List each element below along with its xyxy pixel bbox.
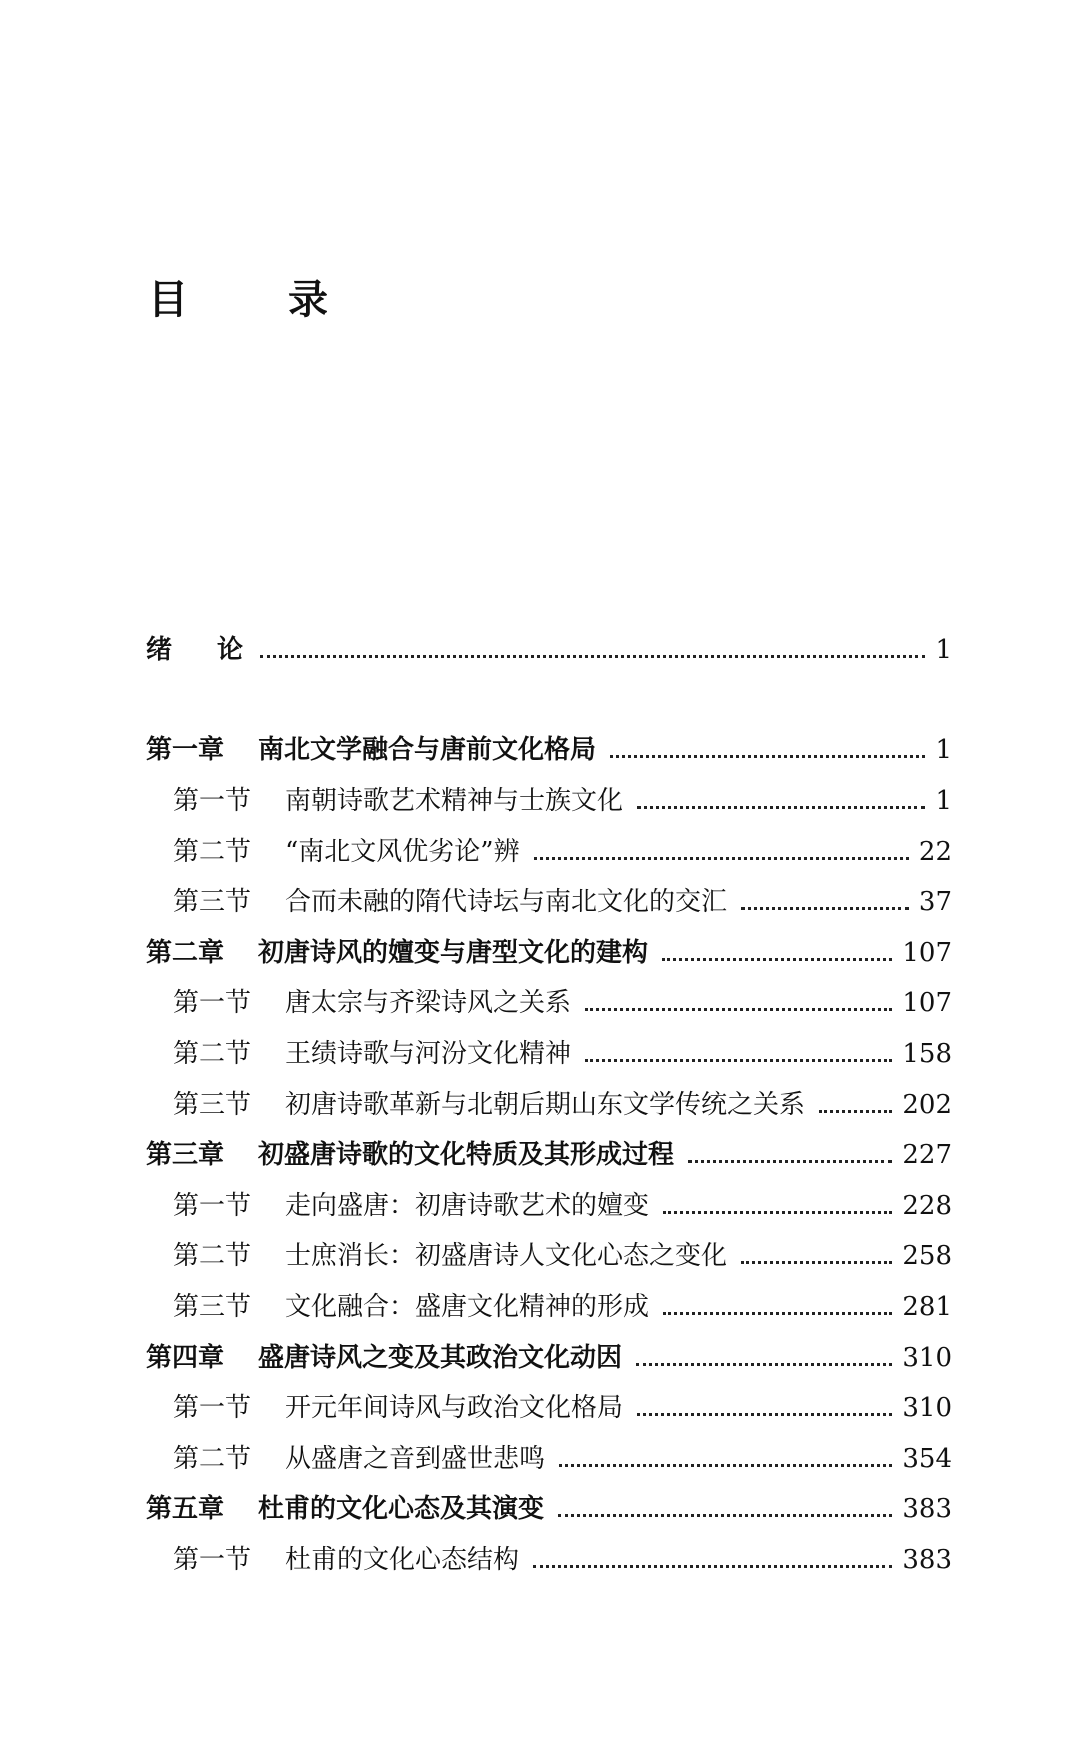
toc-leader-dots — [636, 1363, 892, 1366]
toc-section-entry[interactable] — [173, 1391, 952, 1425]
toc-leader-dots — [741, 907, 909, 910]
toc-section-label: 第二节 — [173, 1444, 252, 1474]
toc-leader-dots — [637, 1413, 892, 1416]
toc-chapter-entry[interactable] — [146, 936, 952, 970]
toc-leader-dots — [534, 857, 909, 860]
toc-page-number: 310 — [902, 1393, 952, 1423]
toc-page-number: 202 — [902, 1090, 952, 1120]
toc-section-title: 初唐诗歌革新与北朝后期山东文学传统之关系 — [285, 1090, 806, 1120]
toc-section-title: 士庶消长：初盛唐诗人文化心态之变化 — [285, 1241, 728, 1271]
toc-section-label: 第一节 — [173, 1191, 252, 1221]
toc-chapter-label: 第五章 — [146, 1494, 225, 1524]
page-title: 目 录 — [148, 276, 358, 323]
toc-leader-dots — [688, 1160, 892, 1163]
toc-section-entry[interactable] — [173, 835, 952, 869]
toc-section-entry[interactable] — [173, 1189, 952, 1223]
toc-section-label: 第一节 — [173, 1545, 252, 1575]
toc-section-title: 走向盛唐：初唐诗歌艺术的嬗变 — [285, 1191, 650, 1221]
toc-section-label: 第一节 — [173, 1393, 252, 1423]
toc-section-title: 唐太宗与齐梁诗风之关系 — [285, 988, 572, 1018]
toc-chapter-title: 杜甫的文化心态及其演变 — [258, 1494, 545, 1524]
toc-section-entry[interactable] — [173, 1442, 952, 1476]
toc-chapter-label: 第三章 — [146, 1140, 225, 1170]
toc-section-label: 第二节 — [173, 1039, 252, 1069]
toc-page-number: 354 — [902, 1444, 952, 1474]
toc-leader-dots — [559, 1464, 892, 1467]
toc-page-number: 258 — [902, 1241, 952, 1271]
toc-chapter-entry[interactable] — [146, 733, 952, 767]
toc-page-number: 281 — [902, 1292, 952, 1322]
toc-intro-entry[interactable] — [146, 633, 952, 667]
toc-section-title: 从盛唐之音到盛世悲鸣 — [285, 1444, 546, 1474]
toc-chapter-title: 初唐诗风的嬗变与唐型文化的建构 — [258, 938, 649, 968]
toc-page-number: 383 — [902, 1545, 952, 1575]
toc-section-entry[interactable] — [173, 885, 952, 919]
toc-page-number: 1 — [935, 786, 952, 816]
toc-leader-dots — [637, 806, 925, 809]
toc-leader-dots — [585, 1059, 892, 1062]
toc-chapter-label: 第一章 — [146, 735, 225, 765]
toc-chapter-entry[interactable] — [146, 1138, 952, 1172]
toc-section-entry[interactable] — [173, 1037, 952, 1071]
toc-chapter-entry[interactable] — [146, 1492, 952, 1526]
toc-chapter-title: 初盛唐诗歌的文化特质及其形成过程 — [258, 1140, 675, 1170]
toc-page-number: 228 — [902, 1191, 952, 1221]
toc-leader-dots — [610, 755, 925, 758]
toc-leader-dots — [741, 1261, 892, 1264]
toc-page-number: 227 — [902, 1140, 952, 1170]
toc-section-entry[interactable] — [173, 1290, 952, 1324]
toc-section-label: 第三节 — [173, 1090, 252, 1120]
toc-page-number: 107 — [902, 988, 952, 1018]
toc-section-title: 合而未融的隋代诗坛与南北文化的交汇 — [285, 887, 728, 917]
toc-chapter-entry[interactable] — [146, 1341, 952, 1375]
toc-chapter-label: 第二章 — [146, 938, 225, 968]
toc-page-number: 107 — [902, 938, 952, 968]
toc-leader-dots — [662, 958, 892, 961]
toc-section-title: 杜甫的文化心态结构 — [285, 1545, 520, 1575]
toc-chapter-title: 盛唐诗风之变及其政治文化动因 — [258, 1343, 623, 1373]
toc-leader-dots — [663, 1312, 892, 1315]
toc-section-label: 第一节 — [173, 988, 252, 1018]
toc-chapter-title: 南北文学融合与唐前文化格局 — [258, 735, 597, 765]
toc-page-number: 383 — [902, 1494, 952, 1524]
toc-leader-dots — [558, 1514, 892, 1517]
toc-section-entry[interactable] — [173, 1088, 952, 1122]
toc-page-number: 22 — [918, 837, 952, 867]
toc-page-number: 1 — [935, 735, 952, 765]
toc-leader-dots — [260, 655, 925, 658]
toc-leader-dots — [533, 1565, 892, 1568]
toc-section-entry[interactable] — [173, 1239, 952, 1273]
toc-section-label: 第一节 — [173, 786, 252, 816]
toc-section-title: “南北文风优劣论”辨 — [285, 837, 520, 867]
toc-section-title: 王绩诗歌与河汾文化精神 — [285, 1039, 572, 1069]
toc-section-title: 开元年间诗风与政治文化格局 — [285, 1393, 624, 1423]
toc-leader-dots — [819, 1110, 892, 1113]
toc-leader-dots — [585, 1008, 892, 1011]
toc-intro-label: 绪 论 — [146, 635, 262, 665]
toc-page-number: 1 — [935, 635, 952, 665]
toc-page-number: 37 — [918, 887, 952, 917]
toc-section-entry[interactable] — [173, 784, 952, 818]
toc-leader-dots — [663, 1211, 892, 1214]
toc-section-title: 南朝诗歌艺术精神与士族文化 — [285, 786, 624, 816]
toc-page-number: 310 — [902, 1343, 952, 1373]
toc-section-label: 第三节 — [173, 887, 252, 917]
toc-section-entry[interactable] — [173, 1543, 952, 1577]
toc-section-label: 第三节 — [173, 1292, 252, 1322]
toc-section-label: 第二节 — [173, 1241, 252, 1271]
toc-page-number: 158 — [902, 1039, 952, 1069]
toc-chapter-label: 第四章 — [146, 1343, 225, 1373]
toc-section-title: 文化融合：盛唐文化精神的形成 — [285, 1292, 650, 1322]
toc-section-label: 第二节 — [173, 837, 252, 867]
toc-section-entry[interactable] — [173, 986, 952, 1020]
